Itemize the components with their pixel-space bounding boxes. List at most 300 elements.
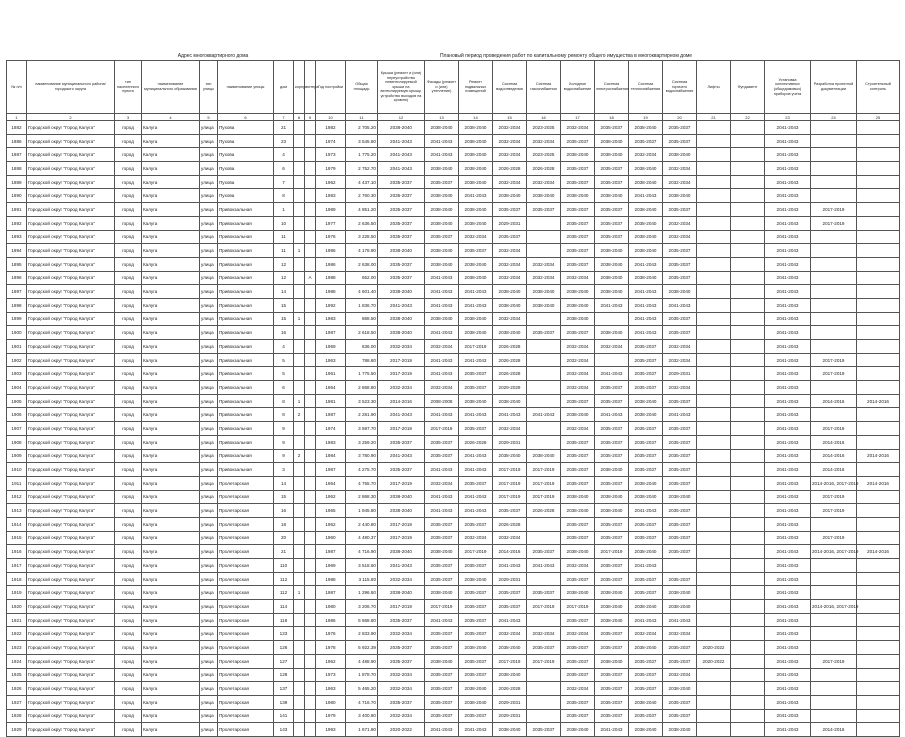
table-cell: 1976 — [316, 627, 346, 641]
column-number: 22 — [731, 114, 765, 121]
table-cell: 1888 — [7, 162, 27, 176]
table-cell: город — [115, 381, 142, 395]
table-cell: 112 — [274, 572, 294, 586]
table-row — [7, 449, 900, 463]
table-cell — [305, 723, 316, 737]
table-cell: 2035-2037 — [493, 203, 527, 217]
table-cell: 2032-2034 — [378, 381, 425, 395]
table-cell — [731, 162, 765, 176]
table-cell: 1976 — [316, 230, 346, 244]
table-cell: 1988 — [316, 572, 346, 586]
table-cell — [857, 203, 900, 217]
table-cell — [731, 244, 765, 258]
table-row — [7, 476, 900, 490]
table-cell: Калуга — [142, 408, 200, 422]
table-cell: Городской округ "Город Калуга" — [27, 695, 115, 709]
table-cell — [663, 559, 697, 573]
table-cell: 2038-2040 — [595, 586, 629, 600]
table-cell — [294, 162, 305, 176]
table-cell: 2041-2043 — [765, 504, 811, 518]
table-cell: 1921 — [7, 613, 27, 627]
table-cell: 2035-2037 — [663, 134, 697, 148]
table-cell: 2035-2037 — [378, 695, 425, 709]
table-cell: улица — [200, 709, 218, 723]
table-cell: Калуга — [142, 476, 200, 490]
table-cell: 1 — [294, 244, 305, 258]
table-row — [7, 572, 900, 586]
table-cell: 2038-2040 — [378, 326, 425, 340]
table-cell: Городской округ "Город Калуга" — [27, 216, 115, 230]
table-cell — [305, 449, 316, 463]
table-cell: 2035-2037 — [378, 271, 425, 285]
table-cell: 2035-2037 — [595, 435, 629, 449]
table-cell: 1913 — [7, 504, 27, 518]
table-cell: 5 465.20 — [346, 682, 378, 696]
table-cell — [527, 435, 561, 449]
table-cell: 2035-2037 — [595, 559, 629, 573]
table-cell: Привокзальная — [218, 394, 274, 408]
table-cell: 1 775.20 — [346, 148, 378, 162]
table-cell: 2035-2037 — [561, 134, 595, 148]
table-cell: 1889 — [7, 175, 27, 189]
table-cell: 2035-2037 — [425, 175, 459, 189]
table-cell — [731, 559, 765, 573]
table-cell: 2041-2043 — [459, 449, 493, 463]
table-cell: Городской округ "Город Калуга" — [27, 517, 115, 531]
table-cell: улица — [200, 723, 218, 737]
column-number: 8 — [294, 114, 305, 121]
table-cell: 2032-2034 — [527, 134, 561, 148]
table-row — [7, 257, 900, 271]
table-cell: улица — [200, 298, 218, 312]
table-cell: Привокзальная — [218, 244, 274, 258]
table-cell: 2038-2040 — [595, 600, 629, 614]
column-header: дом — [274, 61, 294, 114]
table-cell: 2032-2034 — [493, 531, 527, 545]
table-cell: город — [115, 422, 142, 436]
table-cell: 2041-2043 — [765, 121, 811, 135]
table-cell: город — [115, 572, 142, 586]
table-cell: 2035-2037 — [561, 668, 595, 682]
table-cell: 4 480.37 — [346, 531, 378, 545]
table-cell: 2017-2019 — [425, 600, 459, 614]
table-cell: 4 755.70 — [346, 476, 378, 490]
table-cell: 2041-2043 — [765, 216, 811, 230]
table-cell: 2038-2040 — [527, 298, 561, 312]
table-cell: 6 — [274, 162, 294, 176]
table-cell: город — [115, 134, 142, 148]
table-cell — [527, 517, 561, 531]
table-cell: 2032-2034 — [378, 627, 425, 641]
table-cell — [731, 189, 765, 203]
table-row — [7, 695, 900, 709]
table-cell: 2038-2040 — [561, 285, 595, 299]
table-cell: улица — [200, 394, 218, 408]
table-cell: Калуга — [142, 654, 200, 668]
table-cell — [697, 216, 731, 230]
table-cell: 2035-2037 — [595, 162, 629, 176]
table-cell: 1962 — [316, 517, 346, 531]
column-header: наименование муниципального района/городского округа — [27, 61, 115, 114]
table-cell — [305, 216, 316, 230]
table-cell: Калуга — [142, 394, 200, 408]
table-cell: 1 — [274, 203, 294, 217]
table-cell — [294, 367, 305, 381]
table-cell: Пролетарская — [218, 600, 274, 614]
table-cell: 2 833.90 — [346, 627, 378, 641]
table-cell: 2035-2037 — [459, 381, 493, 395]
table-cell: Пухова — [218, 121, 274, 135]
table-cell: 2041-2043 — [459, 504, 493, 518]
table-row — [7, 422, 900, 436]
table-cell — [811, 340, 857, 354]
table-cell: Привокзальная — [218, 285, 274, 299]
table-cell: 1891 — [7, 203, 27, 217]
table-cell: 2035-2037 — [629, 463, 663, 477]
table-cell: 2035-2037 — [459, 367, 493, 381]
column-number: 15 — [493, 114, 527, 121]
table-cell: 1979 — [316, 709, 346, 723]
table-cell: город — [115, 600, 142, 614]
table-cell: 2 440.80 — [346, 517, 378, 531]
table-cell: 1 — [294, 394, 305, 408]
table-cell — [305, 408, 316, 422]
table-cell: 1896 — [7, 271, 27, 285]
table-cell — [527, 709, 561, 723]
table-cell: 2038-2040 — [561, 586, 595, 600]
table-cell — [697, 312, 731, 326]
table-cell — [697, 586, 731, 600]
table-cell: 2032-2034 — [629, 148, 663, 162]
table-cell — [731, 545, 765, 559]
table-cell: Привокзальная — [218, 353, 274, 367]
column-number: 9 — [305, 114, 316, 121]
column-header: Ремонт подвальных помещений — [459, 61, 493, 114]
table-cell: 1923 — [7, 641, 27, 655]
table-cell: 2038-2040 — [561, 312, 595, 326]
table-row — [7, 326, 900, 340]
table-cell — [857, 559, 900, 573]
table-cell: 1886 — [7, 134, 27, 148]
table-cell — [294, 271, 305, 285]
table-cell — [697, 203, 731, 217]
table-cell: город — [115, 627, 142, 641]
table-cell: 2038-2040 — [595, 257, 629, 271]
table-cell: 2041-2043 — [378, 559, 425, 573]
table-cell: 2038-2040 — [629, 641, 663, 655]
table-cell: 2038-2040 — [425, 203, 459, 217]
table-cell: 2 760.30 — [346, 189, 378, 203]
table-cell: 4 — [274, 148, 294, 162]
table-cell: 2032-2034 — [527, 271, 561, 285]
table-cell: 4 275.70 — [346, 463, 378, 477]
table-cell: 2035-2037 — [425, 449, 459, 463]
table-cell: 2035-2037 — [595, 121, 629, 135]
table-cell — [697, 367, 731, 381]
table-cell: 1905 — [7, 394, 27, 408]
table-cell — [294, 545, 305, 559]
table-cell: город — [115, 285, 142, 299]
table-cell: Пухова — [218, 148, 274, 162]
table-cell: 2035-2037 — [629, 668, 663, 682]
table-cell: 2035-2037 — [663, 476, 697, 490]
table-cell: 1969 — [316, 559, 346, 573]
table-cell — [697, 271, 731, 285]
table-cell: 2 281.90 — [346, 408, 378, 422]
table-cell — [857, 422, 900, 436]
table-cell: улица — [200, 422, 218, 436]
table-cell: 2038-2040 — [493, 285, 527, 299]
table-cell: 2041-2043 — [765, 572, 811, 586]
table-cell: улица — [200, 435, 218, 449]
table-cell: 2035-2037 — [629, 586, 663, 600]
table-cell: 2032-2034 — [561, 422, 595, 436]
column-number: 2 — [27, 114, 115, 121]
table-cell — [305, 148, 316, 162]
table-cell — [731, 175, 765, 189]
table-cell: 2035-2037 — [629, 367, 663, 381]
table-cell: 2038-2040 — [629, 545, 663, 559]
table-cell: Городской округ "Город Калуга" — [27, 340, 115, 354]
table-cell: 1925 — [7, 668, 27, 682]
table-cell: Пролетарская — [218, 545, 274, 559]
table-cell: Городской округ "Город Калуга" — [27, 408, 115, 422]
table-cell: 2038-2040 — [629, 175, 663, 189]
table-cell: 2038-2040 — [378, 244, 425, 258]
table-cell — [811, 189, 857, 203]
table-cell: город — [115, 504, 142, 518]
table-cell: 126 — [274, 641, 294, 655]
table-cell — [305, 230, 316, 244]
table-cell: Городской округ "Город Калуга" — [27, 723, 115, 737]
table-cell: 1929 — [7, 723, 27, 737]
table-cell — [294, 435, 305, 449]
table-cell: 2 636.50 — [346, 216, 378, 230]
table-cell: 2014-2016, 2017-2019 — [811, 545, 857, 559]
table-cell: 2038-2040 — [459, 121, 493, 135]
table-cell: 1916 — [7, 545, 27, 559]
table-cell — [857, 627, 900, 641]
table-cell: 2032-2034 — [663, 381, 697, 395]
table-cell — [731, 435, 765, 449]
table-cell — [811, 298, 857, 312]
table-cell: 2017-2019 — [811, 654, 857, 668]
table-cell — [294, 203, 305, 217]
table-cell: 139 — [274, 695, 294, 709]
table-cell: 2038-2040 — [459, 134, 493, 148]
table-cell: 1980 — [316, 695, 346, 709]
table-cell — [294, 709, 305, 723]
table-cell: 2035-2037 — [425, 572, 459, 586]
table-cell — [294, 134, 305, 148]
table-cell — [731, 271, 765, 285]
table-cell — [697, 668, 731, 682]
table-cell: 12 — [274, 257, 294, 271]
table-cell — [294, 381, 305, 395]
table-cell: 2035-2037 — [561, 572, 595, 586]
table-cell: 1894 — [7, 244, 27, 258]
table-cell — [857, 572, 900, 586]
table-cell: 1920 — [7, 600, 27, 614]
table-cell: Калуга — [142, 216, 200, 230]
column-header: тип населенного пункта — [115, 61, 142, 114]
table-cell: 2038-2040 — [561, 490, 595, 504]
table-cell: улица — [200, 476, 218, 490]
table-row — [7, 600, 900, 614]
table-cell: Калуга — [142, 668, 200, 682]
table-cell: 2035-2037 — [663, 517, 697, 531]
table-cell — [527, 682, 561, 696]
table-cell: 1974 — [316, 422, 346, 436]
table-cell: 1900 — [7, 326, 27, 340]
table-cell: 2041-2043 — [765, 490, 811, 504]
table-cell: 1982 — [316, 121, 346, 135]
table-cell: город — [115, 682, 142, 696]
table-cell — [527, 668, 561, 682]
table-cell: 1 — [294, 586, 305, 600]
table-cell: 1908 — [7, 435, 27, 449]
table-cell — [294, 422, 305, 436]
table-cell — [697, 340, 731, 354]
table-cell: город — [115, 340, 142, 354]
table-cell: Калуга — [142, 641, 200, 655]
table-cell: город — [115, 244, 142, 258]
table-cell: 4 — [274, 340, 294, 354]
table-cell — [294, 340, 305, 354]
table-cell: 2038-2040 — [459, 257, 493, 271]
table-cell: 1992 — [316, 298, 346, 312]
table-cell: улица — [200, 244, 218, 258]
table-cell: 1906 — [7, 408, 27, 422]
table-cell: 2017-2019 — [378, 367, 425, 381]
table-cell: улица — [200, 668, 218, 682]
table-cell: город — [115, 463, 142, 477]
table-row — [7, 134, 900, 148]
table-cell — [294, 600, 305, 614]
table-cell — [857, 586, 900, 600]
table-cell: 8 — [274, 408, 294, 422]
table-cell — [811, 709, 857, 723]
table-cell: Городской округ "Город Калуга" — [27, 627, 115, 641]
table-row — [7, 285, 900, 299]
table-cell: 2041-2043 — [765, 340, 811, 354]
column-header: Фундамент — [731, 61, 765, 114]
table-cell: улица — [200, 449, 218, 463]
table-cell: Калуга — [142, 353, 200, 367]
table-cell: 2041-2043 — [765, 463, 811, 477]
table-cell — [811, 572, 857, 586]
table-cell — [294, 175, 305, 189]
repair-schedule-table — [6, 60, 900, 737]
table-cell — [731, 586, 765, 600]
table-cell: 2032-2034 — [459, 531, 493, 545]
table-cell — [731, 381, 765, 395]
table-cell: улица — [200, 682, 218, 696]
table-cell — [857, 340, 900, 354]
table-cell: 1 775.50 — [346, 367, 378, 381]
table-cell: 1962 — [316, 175, 346, 189]
table-cell: 2035-2037 — [663, 326, 697, 340]
table-cell: 3 228.50 — [346, 230, 378, 244]
table-cell — [811, 134, 857, 148]
column-header: Фасады (ремонт и (или) утепление) — [425, 61, 459, 114]
table-cell — [731, 641, 765, 655]
table-cell — [811, 627, 857, 641]
table-cell: 2041-2043 — [629, 257, 663, 271]
table-cell: Калуга — [142, 545, 200, 559]
table-cell: 2032-2034 — [425, 340, 459, 354]
table-cell: 2035-2037 — [561, 641, 595, 655]
table-cell: 1963 — [316, 682, 346, 696]
table-cell: 2014-2016, 2017-2019 — [811, 600, 857, 614]
table-cell — [697, 627, 731, 641]
table-cell — [294, 121, 305, 135]
table-cell: 2038-2040 — [378, 586, 425, 600]
table-cell: 2041-2043 — [425, 353, 459, 367]
table-cell: 2032-2034 — [527, 257, 561, 271]
table-cell: 1983 — [316, 312, 346, 326]
table-cell: 2035-2037 — [595, 627, 629, 641]
table-cell: город — [115, 367, 142, 381]
table-cell: 2017-2019 — [811, 367, 857, 381]
table-cell: 1993 — [316, 723, 346, 737]
column-number: 20 — [663, 114, 697, 121]
table-cell: 2035-2037 — [459, 627, 493, 641]
table-cell — [857, 408, 900, 422]
table-cell: 2041-2043 — [378, 162, 425, 176]
table-cell — [731, 490, 765, 504]
table-cell — [305, 203, 316, 217]
table-cell: 2032-2034 — [663, 353, 697, 367]
table-cell: 2026-2028 — [493, 340, 527, 354]
table-cell: 4 851.20 — [346, 203, 378, 217]
table-cell: 2035-2037 — [459, 476, 493, 490]
table-cell: Привокзальная — [218, 257, 274, 271]
table-cell — [857, 244, 900, 258]
table-cell: 1964 — [316, 476, 346, 490]
table-cell: 2014-2016 — [378, 394, 425, 408]
table-cell: Калуга — [142, 230, 200, 244]
table-cell: 2017-2019 — [459, 340, 493, 354]
table-cell: Городской округ "Город Калуга" — [27, 682, 115, 696]
column-header: Система водоотведения — [493, 61, 527, 114]
table-cell — [294, 531, 305, 545]
table-cell: 2041-2043 — [459, 285, 493, 299]
table-cell — [305, 463, 316, 477]
table-cell: 2038-2040 — [459, 203, 493, 217]
table-cell: 15 — [274, 312, 294, 326]
table-cell: 2041-2043 — [765, 257, 811, 271]
table-cell: 2032-2034 — [425, 476, 459, 490]
table-cell — [697, 572, 731, 586]
table-cell: 2041-2043 — [493, 408, 527, 422]
table-cell: 2035-2037 — [459, 586, 493, 600]
column-header: Система теплоснабжения — [629, 61, 663, 114]
table-cell: 1984 — [316, 449, 346, 463]
column-number: 12 — [378, 114, 425, 121]
table-cell: 1892 — [7, 216, 27, 230]
table-cell: 2041-2043 — [765, 654, 811, 668]
table-cell: 2038-2040 — [595, 490, 629, 504]
table-cell: 2041-2043 — [765, 367, 811, 381]
table-cell: 1893 — [7, 230, 27, 244]
table-cell: 2041-2043 — [765, 476, 811, 490]
table-cell: Калуга — [142, 422, 200, 436]
table-cell — [731, 312, 765, 326]
table-cell: 2038-2040 — [561, 298, 595, 312]
table-cell: город — [115, 189, 142, 203]
table-cell: 5 — [274, 367, 294, 381]
